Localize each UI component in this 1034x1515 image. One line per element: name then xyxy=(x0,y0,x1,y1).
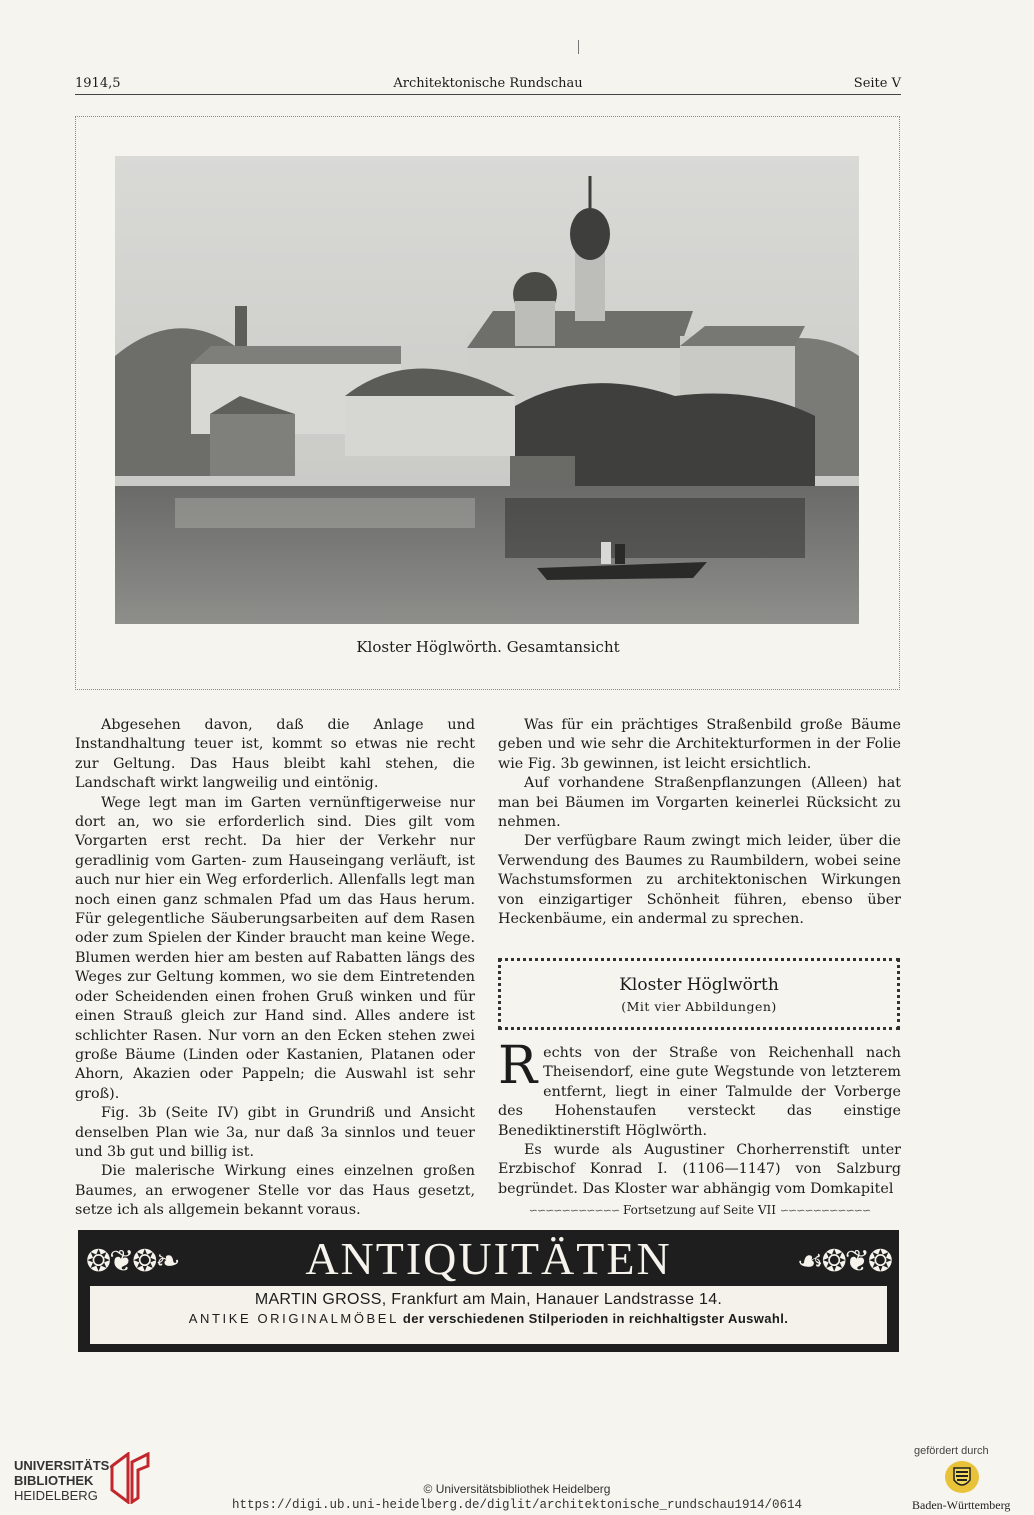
drop-cap: R xyxy=(498,1036,538,1096)
paragraph: Was für ein prächtiges Straßenbild große Bäume geben und wie sehr die Architekturformen in der Folie wie Fig. 3b gewinnen, ist leicht ersichtlich. xyxy=(498,717,901,772)
scroll-ornament-left-icon: ❂❦❂❧ xyxy=(86,1244,179,1279)
article-title: Kloster Höglwörth xyxy=(619,975,779,995)
library-line3: HEIDELBERG xyxy=(14,1488,98,1503)
paragraph: Abgesehen davon, daß die Anlage und Instandhaltung teuer ist, kommt so etwas nie recht zur Geltung. Das Haus bleibt kahl stehen, die Landschaft wirkt langweilig und eintönig. xyxy=(75,717,475,792)
monastery-photo-illustration xyxy=(115,156,859,624)
library-line1: UNIVERSITÄTS- xyxy=(14,1458,114,1473)
article-second-paragraph: Es wurde als Augustiner Chorherrenstift unter Erzbischof Konrad I. (1106—1147) von Salzburg begründet. Das Kloster war abhängig vom Domkapitel xyxy=(498,1142,901,1197)
continuation-note xyxy=(498,1203,901,1221)
journal-title: Architektonische Rundschau xyxy=(393,76,583,91)
ad-description-spaced: ANTIKE ORIGINALMÖBEL xyxy=(188,1311,399,1326)
right-column xyxy=(498,716,901,929)
top-mark xyxy=(578,40,579,54)
paragraph: Der verfügbare Raum zwingt mich leider, über die Verwendung des Baumes zu Raumbildern, wobei seine Wachstumsformen zu architektonischen Wirkungen von einzigartiger Schönheit führen, ebenso über Heckenbäume, ein andermal zu sprechen. xyxy=(498,833,901,928)
wave-ornament-right: ∽∽∽∽∽∽∽∽∽∽∽ xyxy=(779,1204,871,1217)
article-first-paragraph xyxy=(498,1036,901,1141)
sponsor-name: Baden-Württemberg xyxy=(912,1498,1011,1512)
ad-description-rest: der verschiedenen Stilperioden in reichhaltigster Auswahl. xyxy=(402,1311,789,1326)
first-paragraph-text: echts von der Straße von Reichenhall nach Theisendorf, eine gute Wegstunde von letzterem entfernt, liegt in einer Talmulde der Vorberge des Hohenstaufen versteckt das einstige Benediktinerstift Höglwörth. xyxy=(498,1045,901,1139)
ad-text-panel xyxy=(90,1286,887,1344)
figure-caption: Kloster Höglwörth. Gesamtansicht xyxy=(356,638,620,656)
ad-address: MARTIN GROSS, Frankfurt am Main, Hanauer Landstrasse 14. xyxy=(254,1291,723,1308)
continuation-text: Fortsetzung auf Seite VII xyxy=(623,1203,776,1217)
monastery-photo xyxy=(115,156,859,624)
library-mark-icon xyxy=(108,1452,152,1504)
library-logo[interactable] xyxy=(14,1458,114,1503)
paragraph: Fig. 3b (Seite IV) gibt in Grundriß und Ansicht denselben Plan wie 3a, nur daß 3a sinnlos und teuer und 3b gut und billig ist. xyxy=(75,1105,475,1160)
antiques-advertisement xyxy=(78,1230,899,1352)
article-subtitle: (Mit vier Abbildungen) xyxy=(621,999,777,1014)
library-line2: BIBLIOTHEK xyxy=(14,1473,94,1488)
running-head xyxy=(75,76,901,94)
issue-number: 1914,5 xyxy=(75,76,121,91)
wave-ornament-left: ∽∽∽∽∽∽∽∽∽∽∽ xyxy=(528,1204,620,1217)
left-column xyxy=(75,716,475,1221)
article-title-box xyxy=(498,958,900,1030)
paragraph: Wege legt man im Garten vernünftigerweise nur dort an, wo sie erforderlich sind. Dies gilt vom Vorgarten erst recht. Da hier der Verkehr nur geradlinig vom Garten- zum Hauseingang verläuft, ist auch nur hier ein Weg erforderlich. Allenfalls legt man noch einen ganz schmalen Pfad um das Haus herum. Für gelegentliche Säuberungsarbeiten auf dem Rasen oder zum Spielen der Kinder braucht man keine Wege. Blumen werden hier am besten auf Rabatten längs des Weges zur Geltung kommen, wo sie dem Eintretenden oder Scheidenden einen frohen Gruß winken und für einen Strauß gleich zur Hand sind. Alles andere ist schlichter Rasen. Nur vorn an den Ecken stehen zwei große Bäume (Linden oder Kastanien, Platanen oder Ahorn, Akazien oder Pappeln; die Auswahl ist sehr groß). xyxy=(75,794,475,1102)
state-coat-of-arms-icon xyxy=(944,1460,980,1494)
ad-headline: ANTIQUITÄTEN xyxy=(305,1233,672,1284)
paragraph: Die malerische Wirkung eines einzelnen großen Baumes, an erwogener Stelle vor das Haus gesetzt, setze ich als allgemein bekannt voraus. xyxy=(75,1163,475,1219)
permalink-url[interactable]: https://digi.ub.uni-heidelberg.de/diglit/architektonische_rundschau1914/0614 xyxy=(231,1498,803,1512)
scroll-ornament-right-icon: ☙❂❦❂ xyxy=(796,1244,891,1279)
paragraph: Auf vorhandene Straßenpflanzungen (Alleen) hat man bei Bäumen im Vorgarten keinerlei Rücksicht zu nehmen. xyxy=(498,775,901,831)
header-rule xyxy=(75,94,901,95)
sponsor-label: gefördert durch xyxy=(914,1445,989,1457)
page-number: Seite V xyxy=(853,76,901,91)
article-body xyxy=(498,1036,901,1199)
ad-description xyxy=(90,1311,887,1326)
copyright-notice: © Universitätsbibliothek Heidelberg xyxy=(423,1482,611,1496)
